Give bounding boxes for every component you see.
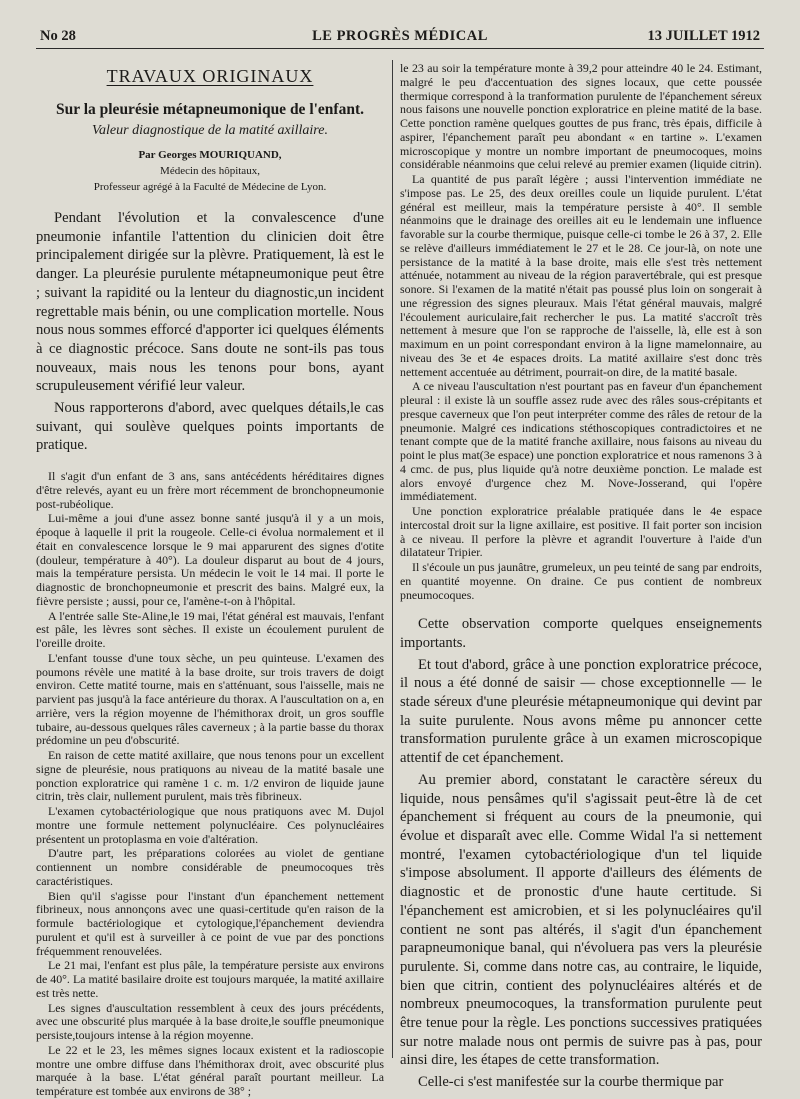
paragraph: Pendant l'évolution et la convalescence d'une pneumonie infantile l'attention du clinicien doit être principalement dirigée sur la plèvre. Pratiquement, là est le danger. La pleurésie purulente métapneumonique peut être ; suivant la rapidité ou la lenteur du diagnostic,un incident regrettable mais bénin, ou une complication mortelle. Nous nous nous sommes efforcé d'apporter ici quelques éléments à ce diagnostic précoce. Sans doute ne sont-ils pas tous nouveaux, mais nous les tenons pour bons, ayant scrupuleusement vérifié leur valeur. bbox=[36, 210, 384, 395]
paragraph: Il s'écoule un pus jaunâtre, grumeleux, un peu teinté de sang par endroits, en quantité moyenne. On draine. Ce pus contient de nombreux pneumocoques. bbox=[400, 560, 762, 602]
paragraph: L'enfant tousse d'une toux sèche, un peu quinteuse. L'examen des poumons révèle une matité à la base droite, sur trois travers de doigt environ. Cette matité tourne, mais en s'atténuant, sous l'aisselle, mais ne parvient pas jusqu'à la face antérieure du thorax. A l'auscultation on a, en arrière, vers la région moyenne de l'hémithorax droit, un gros souffle tubaire, au-dessous quelques râles caverneux ; à la partie basse du thorax prédomine un peu d'obscurité. bbox=[36, 650, 384, 748]
paragraph: Le 22 et le 23, les mêmes signes locaux existent et la radioscopie montre une ombre diffuse dans l'hémithorax droit, avec obscurité plus marquée à la base. L'état général paraît pourtant meilleur. La température est tombée aux environs de 38° ; bbox=[36, 1042, 384, 1099]
journal-title: LE PROGRÈS MÉDICAL bbox=[312, 28, 488, 44]
left-column bbox=[36, 62, 384, 1099]
paragraph: A l'entrée salle Ste-Aline,le 19 mai, l'état général est mauvais, l'enfant est pâle, les lèvres sont sèches. Il existe un écoulement purulent de l'oreille droite. bbox=[36, 608, 384, 651]
paragraph: La quantité de pus paraît légère ; aussi l'intervention immédiate ne s'impose pas. Le 25, des deux oreilles coule un liquide purulent. L'état général est meilleur, mais la température persiste à 40°. Il semble néanmoins que le drainage des oreilles ait eu le lendemain une influence favorable sur la courbe thermique, puisque celle-ci tombe le 26 à 37, 2. Elle se relève d'ailleurs immédiatement le 27 et le 28. Ce jour-là, on note une persistance de la matité à la base droite, mais elle s'est très nettement atténuée, notamment au niveau de la région paravertébrale, qui est presque sonore. Si l'examen de la matité n'était pas poussé plus loin on songerait à une régression des signes pleuraux. Mais l'état général mauvais, malgré l'écoulement auriculaire,fait rechercher le pus. La matité s'accroît très nettement à mesure que l'on se rapproche de l'aisselle, là, elle est à son maximum en un point correspondant environ à la ligne mamelonnaire, au niveau des 3e et 4e espaces droits. La matité axillaire s'est donc très nettement accentuée au détriment, pourrait-on dire, de la matité basale. bbox=[400, 172, 762, 379]
paragraph: A ce niveau l'auscultation n'est pourtant pas en faveur d'un épanchement pleural : il existe là un souffle assez rude avec des râles sous-crépitants et presque caverneux que l'on peut interpréter comme des râles de retour de la pneumonie. Malgré ces indications stéthoscopiques contradictoires et ne tenant compte que de la matité franche axillaire, nous faisons au niveau du point le plus mat(3e espace) une ponction exploratrice et nous ramenons 3 à 4 cmc. de pus, plus liquide qu'à notre deuxième ponction. Le malade est alors envoyé d'urgence chez M. Nove-Josserand, qui l'opère immédiatement. bbox=[400, 379, 762, 504]
paragraph: Au premier abord, constatant le caractère séreux du liquide, nous pensâmes qu'il s'agissait peut-être là de cet épanchement si fréquent au cours de la pneumonie, qui évolue et disparaît avec elle. Comme Widal l'a si nettement montré, l'examen cytobactériologique d'un tel liquide s'impose absolument. Il apporte d'ailleurs des éléments de diagnostic et de pronostic d'une haute certitude. Si l'épanchement est amicrobien, et si les polynucléaires qu'il contient ne sont pas altérés, il s'agit d'un épanchement parapneumonique banal, qui n'évoluera pas vers la pleurésie purulente. Si, comme dans notre cas, au contraire, le liquide, bien que citrin, contient des polynucléaires altérés et de nombreux pneumocoques, la transformation purulente peut être tenue pour la règle. Les ponctions successives pratiquées sur notre malade nous ont permis de suivre pas à pas, pour ainsi dire, les étapes de cette transformation. bbox=[400, 771, 762, 1069]
paragraph: Nous rapporterons d'abord, avec quelques détails,le cas suivant, qui soulève quelques points importants de pratique. bbox=[36, 400, 384, 454]
introduction bbox=[36, 209, 384, 455]
issue-number: No 28 bbox=[40, 28, 76, 44]
affiliation: Médecin des hôpitaux, bbox=[160, 165, 260, 177]
affiliation: Professeur agrégé à la Faculté de Médecine de Lyon. bbox=[93, 181, 327, 193]
paragraph: le 23 au soir la température monte à 39,2 pour atteindre 40 le 24. Estimant, malgré le peu d'accentuation des signes locaux, que cette poussée thermique correspond à la tranformation purulente de l'épanchement séreux nous faisons une nouvelle ponction exploratrice en pleine matité de la base. Cette ponction ramène quelques gouttes de pus franc, très épais, difficile à aspirer, l'épanchement paraît peu abondant « en tartine ». L'examen microscopique y montre un nombre important de pneumocoques, moins considérable néanmoins que celui relevé au premier examen (liquide citrin). bbox=[400, 61, 762, 172]
paragraph: D'autre part, les préparations colorées au violet de gentiane contiennent un nombre considérable de pneumocoques très caractéristiques. bbox=[36, 846, 384, 888]
paragraph: Et tout d'abord, grâce à une ponction exploratrice précoce, il nous a été donné de saisir — chose exceptionnelle — le stade séreux d'une pleurésie métapneumonique qui devint par la suite purulente. Nous avons même pu annoncer cette transformation purulente grâce à un examen microscopique attentif de cet épanchement. bbox=[400, 656, 762, 767]
paragraph: En raison de cette matité axillaire, que nous tenons pour un excellent signe de pleurésie, nous pratiquons au niveau de la matité basale une ponction exploratrice qui ramène 1 c. m. 1/2 environ de liquide jaune citrin, très clair, nullement purulent, mais très fibrineux. bbox=[36, 748, 384, 804]
section-title: TRAVAUX ORIGINAUX bbox=[106, 66, 314, 86]
paragraph: Le 21 mai, l'enfant est plus pâle, la température persiste aux environs de 40°. La matité basilaire droite est toujours marquée, la matité axillaire est très nette. bbox=[36, 958, 384, 1000]
discussion bbox=[400, 615, 762, 1092]
issue-date: 13 JUILLET 1912 bbox=[647, 28, 760, 44]
right-column bbox=[400, 61, 762, 1091]
paragraph: Il s'agit d'un enfant de 3 ans, sans antécédents héréditaires dignes d'être relevés, ayant eu un frère mort récemment de bronchopneumonie post-rubéolique. bbox=[36, 469, 384, 511]
paragraph: Les signes d'auscultation ressemblent à ceux des jours précédents, avec une obscurité plus marquée à la base droite,le souffle pneumonique persiste,toujours intense à la région moyenne. bbox=[36, 1000, 384, 1043]
byline bbox=[36, 147, 384, 195]
case-report bbox=[36, 470, 384, 1099]
paragraph: Lui-même a joui d'une assez bonne santé jusqu'à il y a un mois, époque à laquelle il prit la rougeole. Celle-ci évolua normalement et il était en convalescence lorsque le 9 mai apparurent des signes d'otite (douleur, température à 40°). La douleur disparut au bout de 4 jours, mais la température persista. Un médecin le voit le 14 mai. Il porte le diagnostic de bronchopneumonie et prescrit des bains. Malgré eux, la fièvre persiste ; aussi, pour ce, l'amène-t-on à l'hôpital. bbox=[36, 511, 384, 608]
paragraph: Bien qu'il s'agisse pour l'instant d'un épanchement nettement fibrineux, nous annonçons avec une quasi-certitude qu'en raison de la formule bactériologique et cytologique,l'épanchement deviendra purulent et qu'il est à surveiller à ce point de vue par des ponctions fréquemment renouvelées. bbox=[36, 888, 384, 958]
author: Par Georges MOURIQUAND, bbox=[138, 149, 282, 161]
running-header bbox=[36, 26, 764, 49]
article-title: Sur la pleurésie métapneumonique de l'enfant. bbox=[55, 101, 364, 118]
case-report-continued bbox=[400, 62, 762, 602]
column-divider bbox=[392, 60, 393, 1058]
paragraph: L'examen cytobactériologique que nous pratiquons avec M. Dujol montre une formule nettement polynucléaire. Ces polynucléaires présentent un protoplasma en voie d'altération. bbox=[36, 804, 384, 846]
paragraph: Cette observation comporte quelques enseignements importants. bbox=[400, 616, 762, 651]
article-subtitle: Valeur diagnostique de la matité axillaire. bbox=[92, 123, 328, 138]
paragraph: Une ponction exploratrice préalable pratiquée dans le 4e espace intercostal droit sur la ligne axillaire, est positive. Il fait porter son incision à ce niveau. Il perfore la plèvre et agrandit l'ouverture à l'aide d'un dilatateur Tripier. bbox=[400, 504, 762, 560]
paragraph: Celle-ci s'est manifestée sur la courbe thermique par bbox=[418, 1074, 724, 1091]
